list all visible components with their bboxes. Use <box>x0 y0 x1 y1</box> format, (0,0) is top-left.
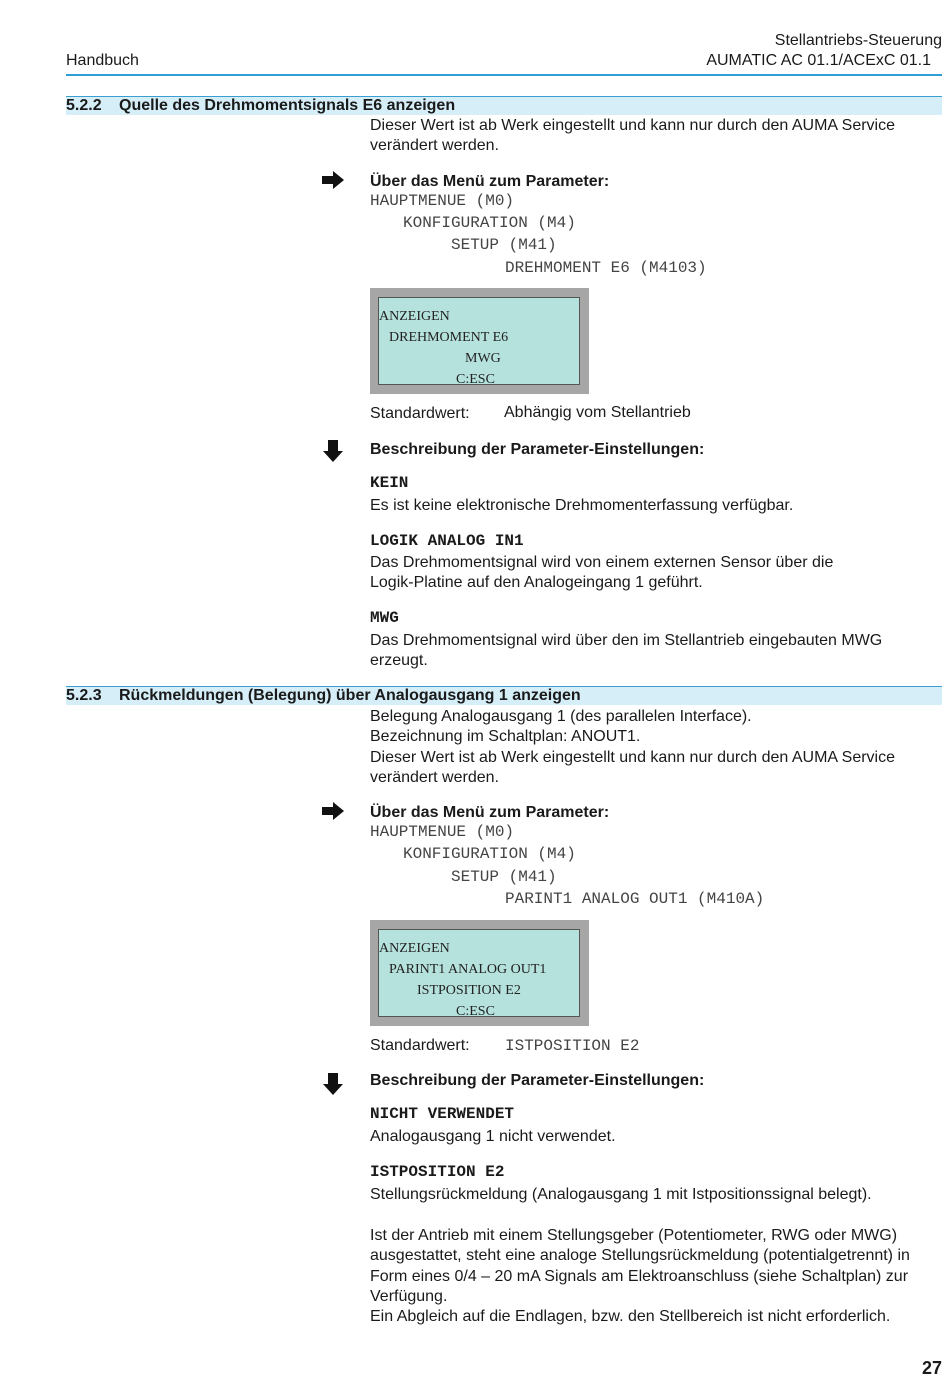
intro-line: Belegung Analogausgang 1 (des parallelen Interface). <box>370 708 752 725</box>
menu-heading: Über das Menü zum Parameter: <box>370 173 610 190</box>
arrow-down-icon <box>322 1073 344 1095</box>
default-value: Abhängig vom Stellantrieb <box>504 404 691 421</box>
intro-line: Bezeichnung im Schaltplan: ANOUT1. <box>370 728 641 746</box>
description-heading: Beschreibung der Parameter-Einstellungen: <box>370 441 705 458</box>
lcd-line: MWG <box>465 351 501 366</box>
lcd-screen <box>378 929 580 1017</box>
description-heading: Beschreibung der Parameter-Einstellungen: <box>370 1072 705 1089</box>
lcd-line: PARINT1 ANALOG OUT1 <box>389 962 547 977</box>
default-label: Standardwert: <box>370 1037 470 1054</box>
option-desc: Analogausgang 1 nicht verwendet. <box>370 1128 616 1145</box>
intro-line: Dieser Wert ist ab Werk eingestellt und kann nur durch den AUMA Service <box>370 748 895 766</box>
option-key: MWG <box>370 609 399 627</box>
section2-intro <box>370 707 946 788</box>
default-value: ISTPOSITION E2 <box>505 1037 640 1055</box>
menu-path-item: SETUP (M41) <box>451 236 557 254</box>
section-number: 5.2.3 <box>66 687 102 704</box>
lcd-line: C:ESC <box>456 1004 495 1019</box>
section-title: Rückmeldungen (Belegung) über Analogausgang 1 anzeigen <box>119 687 581 704</box>
default-label: Standardwert: <box>370 405 470 422</box>
option-desc-line: Das Drehmomentsignal wird über den im Stellantrieb eingebauten MWG <box>370 632 883 649</box>
option-key: ISTPOSITION E2 <box>370 1163 505 1181</box>
section-heading-5-2-2 <box>66 96 942 115</box>
menu-path-item: KONFIGURATION (M4) <box>403 214 576 232</box>
menu-path-item: HAUPTMENUE (M0) <box>370 192 515 210</box>
note-line: ausgestattet, steht eine analoge Stellungsrückmeldung (potentialgetrennt) in <box>370 1247 910 1265</box>
lcd-line: ANZEIGEN <box>379 941 450 956</box>
option-key: LOGIK ANALOG IN1 <box>370 532 524 550</box>
option-desc: Es ist keine elektronische Drehmomenterfassung verfügbar. <box>370 497 794 514</box>
arrow-down-icon <box>322 440 344 462</box>
lcd-display <box>370 920 589 1026</box>
menu-path-item: SETUP (M41) <box>451 868 557 886</box>
note-line: Ist der Antrieb mit einem Stellungsgeber (Potentiometer, RWG oder MWG) <box>370 1227 898 1244</box>
menu-path-item: PARINT1 ANALOG OUT1 (M410A) <box>505 890 765 908</box>
option-desc-line: erzeugt. <box>370 652 428 670</box>
header-left: Handbuch <box>66 52 139 69</box>
intro-line: verändert werden. <box>370 768 499 786</box>
lcd-line: ANZEIGEN <box>379 309 450 324</box>
header-rule <box>66 74 942 76</box>
arrow-right-icon <box>322 802 344 820</box>
section-heading-5-2-3 <box>66 686 942 705</box>
arrow-right-icon <box>322 171 344 189</box>
lcd-line: DREHMOMENT E6 <box>389 330 509 345</box>
menu-path-item: HAUPTMENUE (M0) <box>370 823 515 841</box>
lcd-display <box>370 288 589 394</box>
section1-intro <box>370 116 946 157</box>
intro-line: verändert werden. <box>370 137 499 155</box>
menu-path-item: KONFIGURATION (M4) <box>403 845 576 863</box>
option-desc-line: Das Drehmomentsignal wird von einem externen Sensor über die <box>370 554 834 571</box>
option-desc-line: Logik-Platine auf den Analogeingang 1 geführt. <box>370 574 703 592</box>
lcd-screen <box>378 297 580 385</box>
note-line: Verfügung. <box>370 1287 448 1305</box>
option-desc <box>370 553 946 594</box>
option-key: NICHT VERWENDET <box>370 1105 515 1123</box>
option-desc <box>370 631 946 672</box>
page-number: 27 <box>921 1358 942 1378</box>
note-line: Form eines 0/4 – 20 mA Signals am Elektroanschluss (siehe Schaltplan) zur <box>370 1267 909 1285</box>
menu-heading: Über das Menü zum Parameter: <box>370 804 610 821</box>
note-paragraph <box>370 1226 946 1327</box>
lcd-line: C:ESC <box>456 372 495 387</box>
option-key: KEIN <box>370 474 409 492</box>
lcd-line: ISTPOSITION E2 <box>417 983 521 998</box>
section-number: 5.2.2 <box>66 97 102 114</box>
section-title: Quelle des Drehmomentsignals E6 anzeigen <box>119 97 456 114</box>
intro-line: Dieser Wert ist ab Werk eingestellt und kann nur durch den AUMA Service <box>370 117 895 134</box>
option-desc: Stellungsrückmeldung (Analogausgang 1 mit Istpositionssignal belegt). <box>370 1186 872 1203</box>
header-right-line1: Stellantriebs-Steuerung <box>774 32 942 49</box>
header-right-line2: AUMATIC AC 01.1/ACExC 01.1 <box>706 52 931 69</box>
menu-path-item: DREHMOMENT E6 (M4103) <box>505 259 707 277</box>
note-line: Ein Abgleich auf die Endlagen, bzw. den Stellbereich ist nicht erforderlich. <box>370 1308 891 1326</box>
